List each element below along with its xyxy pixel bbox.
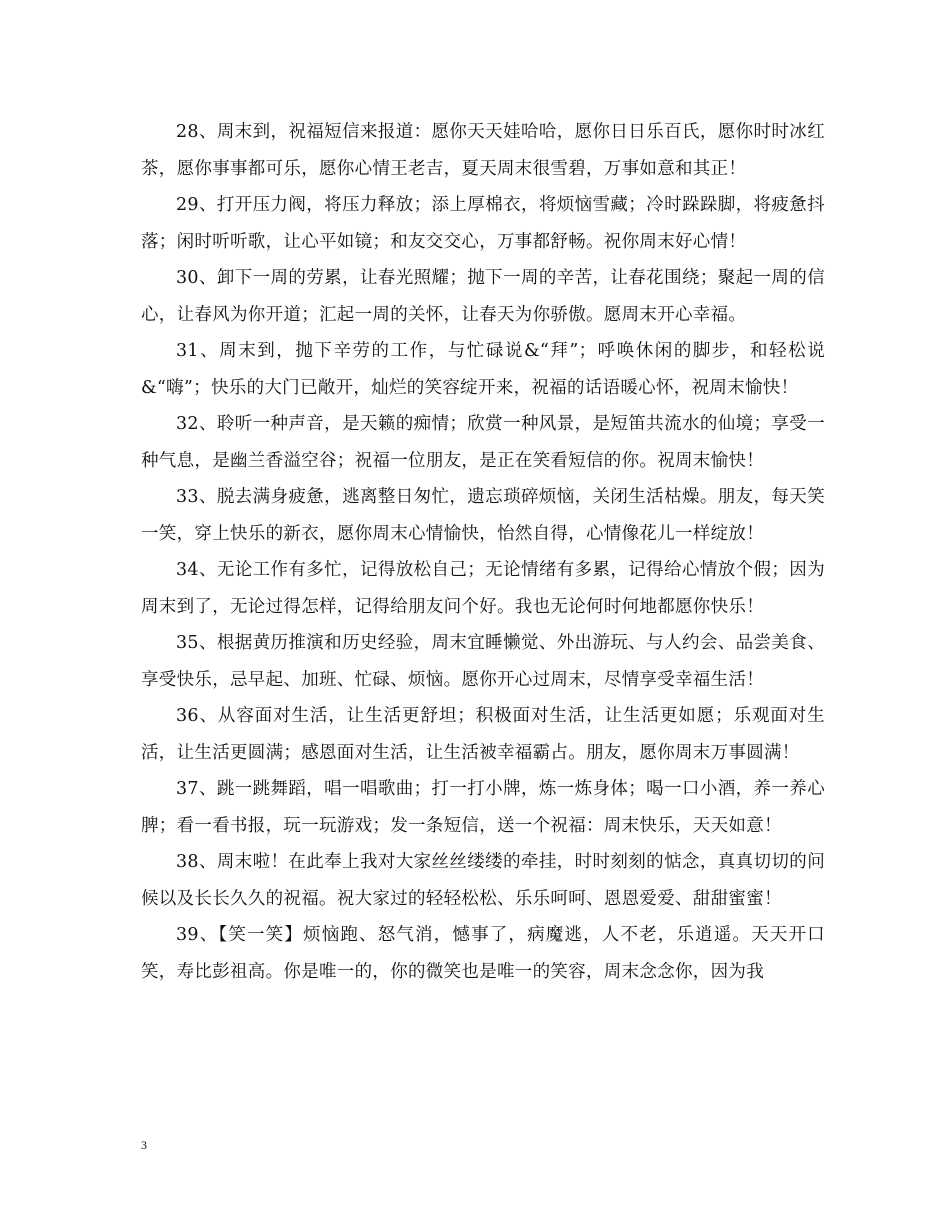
paragraph-37: 37、跳一跳舞蹈，唱一唱歌曲；打一打小牌，炼一炼身体；喝一口小酒，养一养心脾；看一看书报，玩一玩游戏；发一条短信，送一个祝福：周末快乐，天天如意！ — [141, 779, 825, 836]
paragraph-34: 34、无论工作有多忙，记得放松自己；无论情绪有多累，记得给心情放个假；因为周末到了，无论过得怎样，记得给朋友问个好。我也无论何时何地都愿你快乐！ — [141, 560, 825, 617]
paragraph-29: 29、打开压力阀，将压力释放；添上厚棉衣，将烦恼雪藏；冷时跺跺脚，将疲惫抖落；闲时听听歌，让心平如镜；和友交交心，万事都舒畅。祝你周末好心情！ — [141, 195, 825, 252]
document-body — [141, 114, 825, 990]
page-number: 3 — [141, 1138, 147, 1152]
paragraph-35: 35、根据黄历推演和历史经验，周末宜睡懒觉、外出游玩、与人约会、品尝美食、享受快乐，忌早起、加班、忙碌、烦恼。愿你开心过周末，尽情享受幸福生活！ — [141, 633, 825, 690]
paragraph-33: 33、脱去满身疲惫，逃离整日匆忙，遗忘琐碎烦恼，关闭生活枯燥。朋友，每天笑一笑，穿上快乐的新衣，愿你周末心情愉快，怡然自得，心情像花儿一样绽放！ — [141, 487, 825, 544]
paragraph-32: 32、聆听一种声音，是天籁的痴情；欣赏一种风景，是短笛共流水的仙境；享受一种气息，是幽兰香溢空谷；祝福一位朋友，是正在笑看短信的你。祝周末愉快！ — [141, 414, 825, 471]
paragraph-31: 31、周末到，抛下辛劳的工作，与忙碌说&“拜”；呼唤休闲的脚步，和轻松说&“嗨”；快乐的大门已敞开，灿烂的笑容绽开来，祝福的话语暖心怀，祝周末愉快！ — [141, 341, 825, 398]
paragraph-28: 28、周末到，祝福短信来报道：愿你天天娃哈哈，愿你日日乐百氏，愿你时时冰红茶，愿你事事都可乐，愿你心情王老吉，夏天周末很雪碧，万事如意和其正！ — [141, 122, 825, 179]
paragraph-30: 30、卸下一周的劳累，让春光照耀；抛下一周的辛苦，让春花围绕；聚起一周的信心，让春风为你开道；汇起一周的关怀，让春天为你骄傲。愿周末开心幸福。 — [141, 268, 825, 325]
paragraph-36: 36、从容面对生活，让生活更舒坦；积极面对生活，让生活更如愿；乐观面对生活，让生活更圆满；感恩面对生活，让生活被幸福霸占。朋友，愿你周末万事圆满！ — [141, 706, 825, 763]
paragraph-38: 38、周末啦！在此奉上我对大家丝丝缕缕的牵挂，时时刻刻的惦念，真真切切的问候以及长长久久的祝福。祝大家过的轻轻松松、乐乐呵呵、恩恩爱爱、甜甜蜜蜜！ — [141, 852, 825, 909]
paragraph-39: 39、【笑一笑】烦恼跑、怒气消，憾事了，病魔逃，人不老，乐逍遥。天天开口笑，寿比彭祖高。你是唯一的，你的微笑也是唯一的笑容，周末念念你，因为我 — [141, 925, 825, 982]
